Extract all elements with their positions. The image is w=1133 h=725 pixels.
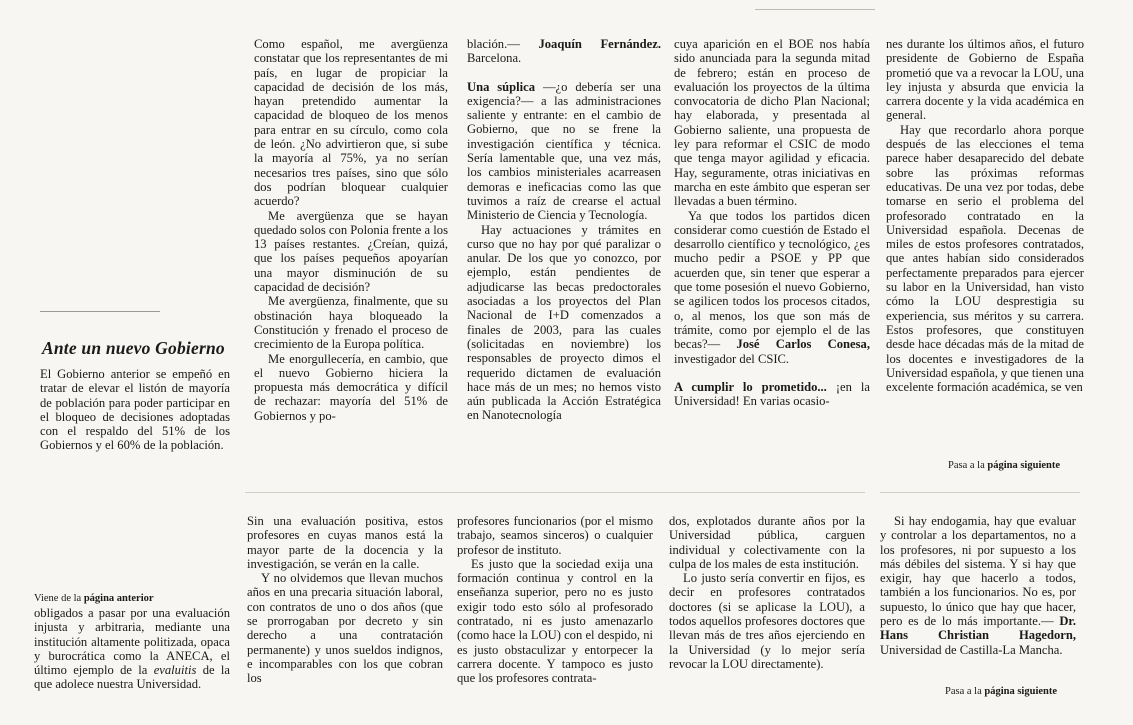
text: —¿o debería ser una exigencia?— a las administraciones saliente y entrante: en el cambio de Gobierno, que no se frene la investigación científica y técnica. Sería lamentable que, una vez más, los cambios ministeriales acarreasen demoras e ineficacias como las que tuvimos a raíz de crearse el actual Ministerio de Ciencia y Tecnología. bbox=[467, 79, 661, 223]
paragraph bbox=[674, 209, 870, 366]
letter-column-5 bbox=[886, 37, 1084, 457]
paragraph: Me avergüenza que se hayan quedado solos con Polonia frente a los 13 países restantes. ¿Creían, quizá, que los países pequeños apoyarían una mayor disminución de su capacidad de decisión? bbox=[254, 208, 448, 295]
paragraph: dos, explotados durante años por la Universidad pública, carguen individual y colectivamente con la culpa de los males de esta institución. bbox=[669, 514, 865, 571]
separator-rule-right bbox=[880, 492, 1080, 493]
letter-column-2 bbox=[254, 37, 448, 477]
text: blación.— bbox=[467, 37, 520, 51]
place: Barcelona. bbox=[467, 51, 522, 66]
paragraph bbox=[674, 380, 870, 409]
text: página siguiente bbox=[984, 686, 1058, 697]
separator-rule-left bbox=[40, 311, 160, 312]
continued-from-previous-page bbox=[34, 593, 154, 604]
top-edge-rule bbox=[755, 9, 875, 10]
paragraph: Me avergüenza, finalmente, que su obstinación haya bloqueado la Constitución y frenado el proceso de crecimiento de la Europa política. bbox=[254, 294, 448, 352]
paragraph: Sin una evaluación positiva, estos profesores en cuyas manos está la mayor parte de la docencia y la investigación, se verán en la calle. bbox=[247, 514, 443, 571]
text: Pasa a la bbox=[948, 460, 985, 471]
paragraph: Y no olvidemos que llevan muchos años en una precaria situación laboral, con contratos de uno o dos años (que se prorrogaban por decreto y sin derecho a una contratación permanente) y unos sueldos indignos, e incomparables con los que cobran los bbox=[247, 571, 443, 686]
paragraph: Es justo que la sociedad exija una formación continua y control en la enseñanza superior, pero no es justo exigir todo esto sólo al profesorado contratado, ni es justo amenazarlo (como hace la LOU) con el despido, ni es justo obstaculizar y entorpecer la carrera docente. Y tampoco es justo que los profesores contrata- bbox=[457, 556, 653, 686]
letter-column-3 bbox=[457, 514, 653, 718]
paragraph: Lo justo sería convertir en fijos, es decir en profesores contratados doctores (si se aplicase la LOU), a todos aquellos profesores doctores que llevan más de tres años ejerciendo en la Universidad (y lo mejor sería revocar la LOU directamente). bbox=[669, 571, 865, 671]
signature: Dr. Hans Christian Hagedorn, bbox=[880, 614, 1076, 643]
paragraph: nes durante los últimos años, el futuro presidente de Gobierno de España prometió que va a revocar la LOU, una ley injusta y absurda que envicia la carrera docente y la vida académica en general. bbox=[886, 37, 1084, 123]
paragraph bbox=[34, 606, 230, 692]
text: página siguiente bbox=[987, 460, 1061, 471]
separator-rule-middle bbox=[245, 492, 865, 493]
text: obligados a pasar por una evaluación injusta y arbitraria, mediante una institución altamente politizada, opaca y burocrática como la ANECA, el último ejemplo de la bbox=[34, 606, 230, 678]
continued-on-next-page bbox=[948, 460, 1060, 471]
paragraph: cuya aparición en el BOE nos había sido anunciada para la segunda mitad de febrero; están en proceso de evaluación los proyectos de la última convocatoria de dicho Plan Nacional; hay elaborada, y presentada al Gobierno saliente, una propuesta de ley para reformar el CSIC de modo que tenga mayor agilidad y eficacia. Hay, seguramente, otras iniciativas en marcha en este ámbito que esperan ser llevadas a buen término. bbox=[674, 37, 870, 209]
text: Universidad de Castilla-La Mancha. bbox=[880, 642, 1063, 657]
signature: José Carlos Conesa, bbox=[736, 337, 870, 352]
text: Si hay endogamia, hay que evaluar y controlar a los departamentos, no a los profesores, ni por supuesto a los más débiles del sistema. Y si hay que exigir, hay que hacerlo a todos, también a los funcionarios. No es, por supuesto, lo único que hay que hacer, pero es de lo más importante.— bbox=[880, 514, 1076, 629]
paragraph bbox=[880, 514, 1076, 657]
paragraph: Me enorgullecería, en cambio, que el nuevo Gobierno hiciera la propuesta más democrática y difícil de rechazar: mayoría del 51% de Gobiernos y po- bbox=[254, 351, 448, 423]
paragraph: profesores funcionarios (por el mismo trabajo, seamos sinceros) o cualquier profesor de instituto. bbox=[457, 514, 653, 557]
paragraph bbox=[467, 37, 661, 66]
paragraph: Hay que recordarlo ahora porque después de las elecciones el tema parece haber desaparecido del debate sobre las próximas reformas educativas. De una vez por todas, debe tomarse en serio el problema del profesorado contratado en la Universidad española. Decenas de miles de estos profesores contratados, que antes habían sido considerados perfectamente preparados para ejercer su labor en la Universidad, han visto cómo la LOU desprestigia su experiencia, sus méritos y su carrera. Estos profesores, que constituyen desde hace décadas más de la mitad de los docentes e investigadores de la Universidad española, y que tienen una excelente formación académica, se ven bbox=[886, 122, 1084, 395]
lead-title: A cumplir lo prometido... bbox=[674, 379, 827, 394]
text: página anterior bbox=[83, 593, 154, 604]
letter-column-3 bbox=[467, 37, 661, 477]
letter-column-4 bbox=[669, 514, 865, 718]
paragraph: Como español, me avergüenza constatar que los representantes de mi país, en lugar de propiciar la capacidad de decisión de los más, hayan pretendido aumentar la capacidad de bloqueo de los menos para entrar en su círculo, como cola de león. ¿No advirtieron que, si sube la mayoría al 75%, ya no serían necesarios tres países, sino que sólo dos podrían bloquear cualquier acuerdo? bbox=[254, 37, 448, 209]
letter-column-2 bbox=[247, 514, 443, 718]
lead-title: Una súplica bbox=[467, 79, 536, 94]
text: Pasa a la bbox=[945, 686, 982, 697]
text: de la que adolece nuestra Universidad. bbox=[34, 663, 230, 692]
letter-column-5 bbox=[880, 514, 1076, 686]
paragraph: El Gobierno anterior se empeñó en tratar de elevar el listón de mayoría de población para poder participar en el bloqueo de decisiones adoptadas con el respaldo del 51% de los Gobiernos y el 60% de la población. bbox=[40, 367, 230, 453]
headline: Ante un nuevo Gobierno bbox=[42, 338, 225, 358]
letter-column-4 bbox=[674, 37, 870, 477]
text: ¡en la Universidad! En varias ocasio- bbox=[674, 379, 870, 409]
paragraph: Hay actuaciones y trámites en curso que no hay por qué paralizar o anular. De los que yo conozco, por ejemplo, están pendientes de adjudicarse las becas predoctorales asociadas a los proyectos del Plan Nacional de I+D comenzados a finales de 2003, para las cuales (solicitadas en noviembre) los responsables de proyecto dimos el requerido dictamen de evaluación hace más de un mes; no hemos visto aún publicada la Acción Estratégica en Nanotecnología bbox=[467, 222, 661, 423]
italic-text: evaluitis bbox=[153, 663, 197, 678]
text: investigador del CSIC. bbox=[674, 351, 790, 366]
letter-column-1 bbox=[40, 367, 230, 487]
paragraph bbox=[467, 80, 661, 223]
letter-column-1 bbox=[34, 606, 230, 718]
text: Ya que todos los partidos dicen considerar como cuestión de Estado el desarrollo científico y tecnológico, ¿es mucho pedir a PSOE y PP que acuerden que, sin tener que esperar a que tome posesión el nuevo Gobierno, se agilicen todos los procesos citados, o, al menos, los que son más de trámite, como por ejemplo el de las becas?— bbox=[674, 208, 870, 352]
text: Viene de la bbox=[34, 593, 82, 604]
signature: Joaquín Fernández. bbox=[538, 37, 661, 51]
continued-on-next-page bbox=[945, 686, 1057, 697]
